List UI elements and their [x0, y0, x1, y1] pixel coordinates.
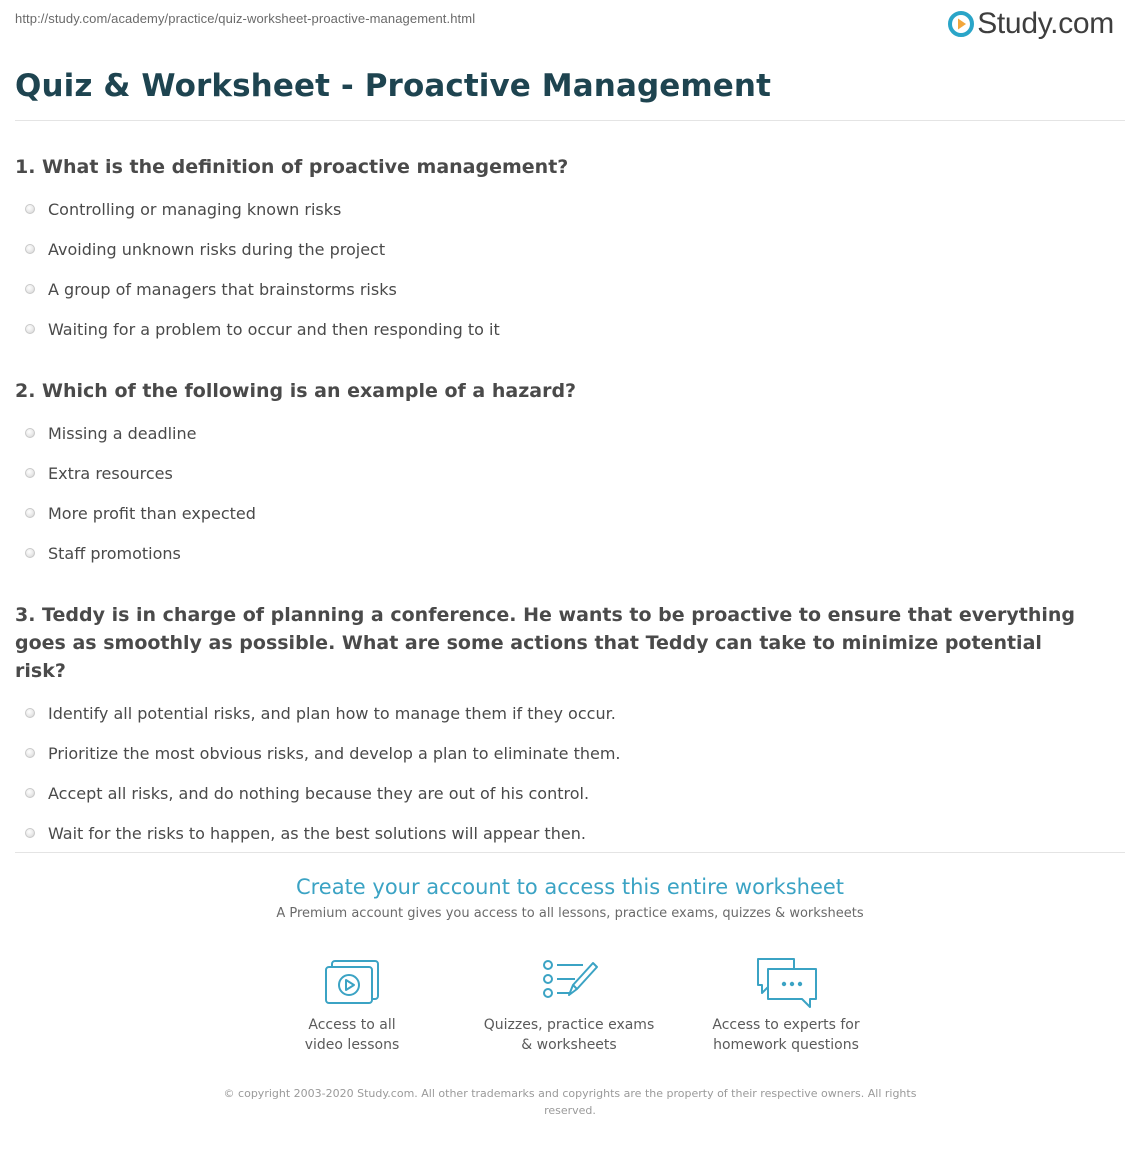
radio-button[interactable]: [25, 244, 35, 254]
answer-label: Accept all risks, and do nothing because they are out of his control.: [48, 783, 590, 803]
play-circle-logo-icon: [948, 11, 974, 37]
answer-label: Avoiding unknown risks during the project: [48, 239, 386, 259]
feature-video-lessons: [252, 955, 452, 1055]
cta-divider: [15, 852, 1125, 853]
premium-description: A Premium account gives you access to all lessons, practice exams, quizzes & worksheets: [276, 906, 864, 921]
radio-button[interactable]: [25, 284, 35, 294]
answer-option[interactable]: [15, 413, 1095, 453]
answer-option[interactable]: [15, 309, 1095, 349]
question-1-answers: [15, 189, 1095, 349]
feature-label-line: Access to all: [308, 1017, 396, 1033]
feature-label-line: video lessons: [304, 1037, 400, 1053]
answer-label: Identify all potential risks, and plan how to manage them if they occur.: [48, 703, 616, 723]
feature-label: [686, 1015, 886, 1055]
answer-option[interactable]: [15, 813, 1095, 853]
radio-button[interactable]: [25, 748, 35, 758]
page-title: Quiz & Worksheet - Proactive Management: [15, 68, 771, 104]
feature-label: [469, 1015, 669, 1055]
feature-label-line: & worksheets: [521, 1037, 617, 1053]
answer-option[interactable]: [15, 533, 1095, 573]
radio-button[interactable]: [25, 508, 35, 518]
answer-label: Controlling or managing known risks: [48, 199, 342, 219]
answer-label: Staff promotions: [48, 543, 181, 563]
chat-bubbles-icon: [754, 955, 818, 1009]
feature-label-line: Quizzes, practice exams: [483, 1017, 655, 1033]
answer-label: Missing a deadline: [48, 423, 197, 443]
question-3-text: 3. Teddy is in charge of planning a conference. He wants to be proactive to ensure that everything goes as smoothly as possible. What are some actions that Teddy can take to minimize potential risk?: [15, 604, 1076, 682]
video-lesson-icon: [322, 955, 382, 1009]
title-divider: [15, 120, 1125, 121]
answer-option[interactable]: [15, 493, 1095, 533]
copyright-notice: © copyright 2003-2020 Study.com. All other trademarks and copyrights are the property of their respective owners. All rights reserved.: [223, 1087, 917, 1117]
question-2-text: 2. Which of the following is an example of a hazard?: [15, 380, 577, 402]
answer-label: More profit than expected: [48, 503, 256, 523]
feature-label: [252, 1015, 452, 1055]
question-3-answers: [15, 693, 1095, 853]
answer-label: Waiting for a problem to occur and then responding to it: [48, 319, 500, 339]
answer-option[interactable]: [15, 453, 1095, 493]
answer-option[interactable]: [15, 189, 1095, 229]
answer-option[interactable]: [15, 773, 1095, 813]
feature-label-line: Access to experts for: [712, 1017, 860, 1033]
answer-label: Prioritize the most obvious risks, and develop a plan to eliminate them.: [48, 743, 621, 763]
answer-label: Extra resources: [48, 463, 173, 483]
create-account-link[interactable]: Create your account to access this entire worksheet: [295, 875, 845, 899]
radio-button[interactable]: [25, 204, 35, 214]
radio-button[interactable]: [25, 708, 35, 718]
radio-button[interactable]: [25, 428, 35, 438]
radio-button[interactable]: [25, 788, 35, 798]
answer-label: A group of managers that brainstorms risks: [48, 279, 397, 299]
page-url: http://study.com/academy/practice/quiz-worksheet-proactive-management.html: [15, 11, 476, 26]
answer-option[interactable]: [15, 269, 1095, 309]
features-row: [0, 955, 1140, 1065]
radio-button[interactable]: [25, 324, 35, 334]
feature-experts: [686, 955, 886, 1055]
feature-label-line: homework questions: [713, 1037, 859, 1053]
question-1-text: 1. What is the definition of proactive management?: [15, 156, 569, 178]
radio-button[interactable]: [25, 548, 35, 558]
question-1: [15, 153, 1095, 349]
answer-label: Wait for the risks to happen, as the best solutions will appear then.: [48, 823, 586, 843]
quiz-checklist-icon: [539, 955, 599, 1009]
study-logo[interactable]: [948, 6, 1114, 42]
radio-button[interactable]: [25, 468, 35, 478]
radio-button[interactable]: [25, 828, 35, 838]
question-2-answers: [15, 413, 1095, 573]
question-2: [15, 377, 1095, 573]
feature-quizzes: [469, 955, 669, 1055]
answer-option[interactable]: [15, 733, 1095, 773]
logo-text: Study.com: [977, 7, 1114, 40]
answer-option[interactable]: [15, 693, 1095, 733]
answer-option[interactable]: [15, 229, 1095, 269]
question-3: [15, 601, 1095, 853]
